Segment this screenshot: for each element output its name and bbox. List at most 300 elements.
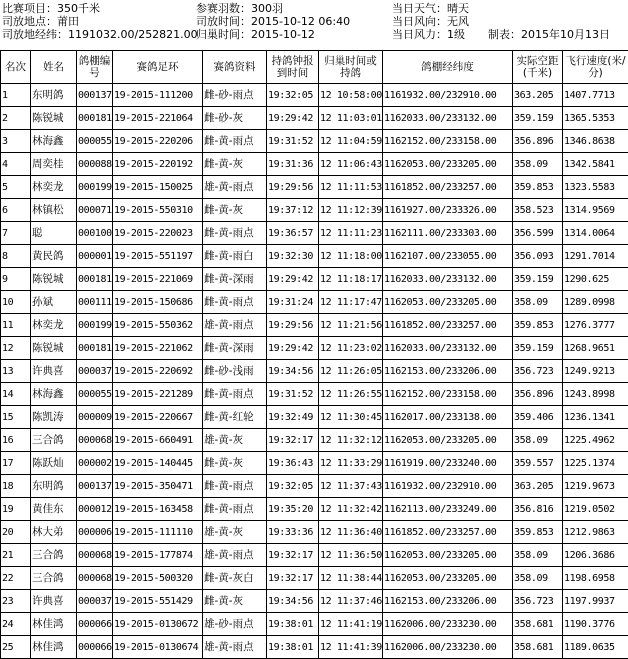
cell-return-time: 12 11:11:23 <box>319 222 383 245</box>
cell-loft-id: 000181 <box>77 337 113 360</box>
cell-name: 周奕桂 <box>31 153 77 176</box>
cell-rank: 21 <box>1 544 31 567</box>
cell-loft-coords: 1161932.00/232910.00 <box>383 84 513 107</box>
cell-distance: 356.723 <box>513 590 563 613</box>
table-row <box>1 429 628 452</box>
cell-distance: 359.406 <box>513 406 563 429</box>
cell-ring: 19-2015-550310 <box>113 199 203 222</box>
cell-rank: 9 <box>1 268 31 291</box>
cell-info: 雄-黄-灰 <box>203 429 267 452</box>
cell-loft-coords: 1162153.00/233206.00 <box>383 590 513 613</box>
cell-loft-coords: 1162111.00/233303.00 <box>383 222 513 245</box>
cell-distance: 358.09 <box>513 567 563 590</box>
cell-loft-coords: 1162053.00/233205.00 <box>383 153 513 176</box>
cell-info: 雌-砂-灰 <box>203 107 267 130</box>
cell-rank: 17 <box>1 452 31 475</box>
cell-name: 黄民鸽 <box>31 245 77 268</box>
cell-distance: 358.523 <box>513 199 563 222</box>
cell-speed: 1407.7713 <box>563 84 628 107</box>
cell-ring: 19-2015-220206 <box>113 130 203 153</box>
cell-ring: 19-2015-221062 <box>113 337 203 360</box>
cell-loft-coords: 1162153.00/233206.00 <box>383 360 513 383</box>
col-header-loft-id: 鸽棚编号 <box>77 51 113 84</box>
cell-loft-id: 000199 <box>77 176 113 199</box>
cell-return-time: 12 11:37:46 <box>319 590 383 613</box>
cell-clock-time: 19:32:05 <box>267 475 319 498</box>
cell-info: 雌-黄-雨点 <box>203 130 267 153</box>
col-header-return-time: 归巢时间或持鸽 <box>319 51 383 84</box>
cell-ring: 19-2015-221069 <box>113 268 203 291</box>
cell-distance: 356.723 <box>513 360 563 383</box>
cell-rank: 20 <box>1 521 31 544</box>
table-header-row <box>1 51 628 84</box>
cell-distance: 358.09 <box>513 153 563 176</box>
cell-distance: 358.681 <box>513 636 563 659</box>
cell-loft-id: 000012 <box>77 498 113 521</box>
cell-speed: 1189.0635 <box>563 636 628 659</box>
cell-return-time: 12 11:21:56 <box>319 314 383 337</box>
cell-return-time: 12 11:23:02 <box>319 337 383 360</box>
cell-info: 雌-黄-雨点 <box>203 383 267 406</box>
table-row <box>1 245 628 268</box>
cell-info: 雄-黄-雨点 <box>203 176 267 199</box>
cell-info: 雌-黄-灰白 <box>203 567 267 590</box>
cell-rank: 1 <box>1 84 31 107</box>
cell-loft-id: 000100 <box>77 222 113 245</box>
table-row <box>1 199 628 222</box>
cell-ring: 19-2015-220023 <box>113 222 203 245</box>
cell-return-time: 12 11:11:53 <box>319 176 383 199</box>
cell-clock-time: 19:38:01 <box>267 636 319 659</box>
cell-loft-id: 000181 <box>77 107 113 130</box>
cell-speed: 1236.1341 <box>563 406 628 429</box>
cell-speed: 1314.0064 <box>563 222 628 245</box>
cell-loft-id: 000037 <box>77 590 113 613</box>
cell-loft-id: 000066 <box>77 636 113 659</box>
cell-speed: 1197.9937 <box>563 590 628 613</box>
cell-loft-id: 000037 <box>77 360 113 383</box>
table-row <box>1 590 628 613</box>
made-date-label: 制表：2015年10月13日 <box>488 28 610 42</box>
cell-loft-coords: 1162006.00/233230.00 <box>383 636 513 659</box>
cell-loft-coords: 1162053.00/233205.00 <box>383 291 513 314</box>
cell-speed: 1190.3776 <box>563 613 628 636</box>
cell-clock-time: 19:29:56 <box>267 176 319 199</box>
col-header-rank: 名次 <box>1 51 31 84</box>
cell-loft-id: 000088 <box>77 153 113 176</box>
cell-clock-time: 19:35:20 <box>267 498 319 521</box>
cell-info: 雌-砂-雨点 <box>203 84 267 107</box>
cell-clock-time: 19:32:17 <box>267 544 319 567</box>
cell-name: 陈锐城 <box>31 107 77 130</box>
col-header-distance: 实际空距(千米) <box>513 51 563 84</box>
cell-ring: 19-2015-150686 <box>113 291 203 314</box>
cell-name: 陈锐城 <box>31 337 77 360</box>
cell-name: 许典喜 <box>31 590 77 613</box>
cell-ring: 19-2015-111110 <box>113 521 203 544</box>
cell-clock-time: 19:33:36 <box>267 521 319 544</box>
cell-loft-id: 000199 <box>77 314 113 337</box>
cell-info: 雌-黄-灰 <box>203 452 267 475</box>
cell-loft-coords: 1162033.00/233132.00 <box>383 107 513 130</box>
cell-return-time: 12 11:26:05 <box>319 360 383 383</box>
cell-return-time: 12 11:18:00 <box>319 245 383 268</box>
cell-name: 陈跃灿 <box>31 452 77 475</box>
cell-clock-time: 19:34:56 <box>267 590 319 613</box>
cell-speed: 1206.3686 <box>563 544 628 567</box>
cell-loft-coords: 1162017.00/233138.00 <box>383 406 513 429</box>
cell-distance: 356.599 <box>513 222 563 245</box>
cell-rank: 23 <box>1 590 31 613</box>
cell-ring: 19-2015-221289 <box>113 383 203 406</box>
cell-loft-id: 000055 <box>77 383 113 406</box>
cell-loft-id: 000066 <box>77 613 113 636</box>
table-row <box>1 222 628 245</box>
cell-distance: 359.159 <box>513 107 563 130</box>
cell-rank: 18 <box>1 475 31 498</box>
cell-info: 雄-黄-雨点 <box>203 544 267 567</box>
cell-speed: 1268.9651 <box>563 337 628 360</box>
cell-name: 林镇松 <box>31 199 77 222</box>
cell-speed: 1219.9673 <box>563 475 628 498</box>
cell-distance: 356.816 <box>513 498 563 521</box>
cell-speed: 1219.0502 <box>563 498 628 521</box>
cell-speed: 1243.8998 <box>563 383 628 406</box>
cell-ring: 19-2015-221064 <box>113 107 203 130</box>
cell-return-time: 12 11:37:43 <box>319 475 383 498</box>
cell-distance: 356.896 <box>513 383 563 406</box>
table-row <box>1 521 628 544</box>
cell-return-time: 12 11:03:01 <box>319 107 383 130</box>
table-row <box>1 383 628 406</box>
cell-name: 东明鸽 <box>31 84 77 107</box>
cell-loft-id: 000068 <box>77 544 113 567</box>
cell-info: 雌-黄-雨点 <box>203 222 267 245</box>
cell-info: 雌-黄-深雨 <box>203 268 267 291</box>
cell-speed: 1198.6958 <box>563 567 628 590</box>
cell-rank: 11 <box>1 314 31 337</box>
cell-name: 林大弟 <box>31 521 77 544</box>
cell-info: 雌-砂-浅雨 <box>203 360 267 383</box>
cell-ring: 19-2015-551197 <box>113 245 203 268</box>
cell-speed: 1289.0998 <box>563 291 628 314</box>
cell-loft-id: 000111 <box>77 291 113 314</box>
col-header-speed: 飞行速度(米/分) <box>563 51 628 84</box>
cell-return-time: 12 11:36:50 <box>319 544 383 567</box>
cell-distance: 359.159 <box>513 268 563 291</box>
table-body <box>1 84 628 659</box>
table-row <box>1 498 628 521</box>
header-row-3 <box>0 28 628 42</box>
report-header <box>0 0 628 44</box>
table-row <box>1 567 628 590</box>
cell-clock-time: 19:37:12 <box>267 199 319 222</box>
cell-name: 陈锐城 <box>31 268 77 291</box>
cell-ring: 19-2015-220667 <box>113 406 203 429</box>
cell-return-time: 12 11:41:19 <box>319 613 383 636</box>
cell-loft-id: 000006 <box>77 521 113 544</box>
cell-name: 孙斌 <box>31 291 77 314</box>
cell-loft-id: 000009 <box>77 406 113 429</box>
cell-return-time: 12 11:41:39 <box>319 636 383 659</box>
cell-clock-time: 19:32:49 <box>267 406 319 429</box>
cell-return-time: 12 11:06:43 <box>319 153 383 176</box>
col-header-info: 赛鸽资料 <box>203 51 267 84</box>
cell-return-time: 12 11:32:42 <box>319 498 383 521</box>
cell-loft-id: 000137 <box>77 475 113 498</box>
cell-info: 雌-黄-红轮 <box>203 406 267 429</box>
cell-loft-id: 000068 <box>77 567 113 590</box>
cell-return-time: 12 11:18:17 <box>319 268 383 291</box>
wind-direction-label: 当日风向：无风 <box>392 15 469 29</box>
cell-speed: 1342.5841 <box>563 153 628 176</box>
cell-clock-time: 19:32:17 <box>267 429 319 452</box>
cell-return-time: 12 11:30:45 <box>319 406 383 429</box>
cell-speed: 1290.625 <box>563 268 628 291</box>
cell-clock-time: 19:31:36 <box>267 153 319 176</box>
cell-clock-time: 19:32:05 <box>267 84 319 107</box>
cell-loft-coords: 1161932.00/232910.00 <box>383 475 513 498</box>
cell-return-time: 12 11:12:39 <box>319 199 383 222</box>
entry-count-label: 参赛羽数：300羽 <box>196 2 283 16</box>
cell-ring: 19-2015-177874 <box>113 544 203 567</box>
cell-loft-coords: 1162033.00/233132.00 <box>383 337 513 360</box>
cell-loft-id: 000181 <box>77 268 113 291</box>
cell-name: 林海鑫 <box>31 130 77 153</box>
cell-name: 林海鑫 <box>31 383 77 406</box>
cell-return-time: 12 11:17:47 <box>319 291 383 314</box>
cell-loft-coords: 1162053.00/233205.00 <box>383 429 513 452</box>
cell-clock-time: 19:32:30 <box>267 245 319 268</box>
table-row <box>1 360 628 383</box>
cell-rank: 25 <box>1 636 31 659</box>
cell-ring: 19-2015-350471 <box>113 475 203 498</box>
col-header-name: 姓名 <box>31 51 77 84</box>
cell-distance: 363.205 <box>513 84 563 107</box>
cell-return-time: 12 10:58:00 <box>319 84 383 107</box>
cell-clock-time: 19:29:42 <box>267 107 319 130</box>
cell-ring: 19-2015-220692 <box>113 360 203 383</box>
cell-clock-time: 19:36:43 <box>267 452 319 475</box>
release-time-label: 司放时间：2015-10-12 06:40 <box>196 15 350 29</box>
cell-rank: 6 <box>1 199 31 222</box>
cell-ring: 19-2015-111200 <box>113 84 203 107</box>
cell-return-time: 12 11:36:40 <box>319 521 383 544</box>
header-row-2 <box>0 15 628 29</box>
cell-rank: 15 <box>1 406 31 429</box>
cell-speed: 1314.9569 <box>563 199 628 222</box>
cell-rank: 24 <box>1 613 31 636</box>
table-row <box>1 130 628 153</box>
cell-loft-coords: 1162006.00/233230.00 <box>383 613 513 636</box>
cell-return-time: 12 11:38:44 <box>319 567 383 590</box>
cell-rank: 22 <box>1 567 31 590</box>
cell-name: 东明鸽 <box>31 475 77 498</box>
col-header-ring: 赛鸽足环 <box>113 51 203 84</box>
cell-distance: 363.205 <box>513 475 563 498</box>
cell-loft-coords: 1162053.00/233205.00 <box>383 544 513 567</box>
wind-power-label: 当日风力：1级 <box>392 28 465 42</box>
cell-info: 雄-黄-灰 <box>203 521 267 544</box>
cell-return-time: 12 11:04:59 <box>319 130 383 153</box>
cell-distance: 358.09 <box>513 291 563 314</box>
table-row <box>1 107 628 130</box>
cell-clock-time: 19:34:56 <box>267 360 319 383</box>
results-table <box>0 50 628 659</box>
cell-clock-time: 19:36:57 <box>267 222 319 245</box>
cell-loft-coords: 1162107.00/233055.00 <box>383 245 513 268</box>
cell-rank: 7 <box>1 222 31 245</box>
cell-speed: 1291.7014 <box>563 245 628 268</box>
cell-name: 聪 <box>31 222 77 245</box>
cell-ring: 19-2015-0130672 <box>113 613 203 636</box>
cell-clock-time: 19:29:56 <box>267 314 319 337</box>
cell-loft-coords: 1161919.00/233240.00 <box>383 452 513 475</box>
cell-rank: 5 <box>1 176 31 199</box>
cell-rank: 13 <box>1 360 31 383</box>
cell-return-time: 12 11:33:29 <box>319 452 383 475</box>
header-row-1 <box>0 2 628 16</box>
cell-name: 三合鸽 <box>31 429 77 452</box>
cell-ring: 19-2015-500320 <box>113 567 203 590</box>
cell-ring: 19-2015-140445 <box>113 452 203 475</box>
cell-speed: 1323.5583 <box>563 176 628 199</box>
cell-loft-coords: 1161852.00/233257.00 <box>383 314 513 337</box>
cell-loft-id: 000055 <box>77 130 113 153</box>
cell-info: 雌-黄-灰 <box>203 199 267 222</box>
cell-speed: 1276.3777 <box>563 314 628 337</box>
cell-speed: 1249.9213 <box>563 360 628 383</box>
cell-ring: 19-2015-0130674 <box>113 636 203 659</box>
cell-loft-id: 000137 <box>77 84 113 107</box>
cell-loft-coords: 1162113.00/233249.00 <box>383 498 513 521</box>
table-row <box>1 314 628 337</box>
cell-loft-coords: 1162053.00/233205.00 <box>383 567 513 590</box>
table-row <box>1 475 628 498</box>
cell-rank: 8 <box>1 245 31 268</box>
cell-loft-coords: 1162033.00/233132.00 <box>383 268 513 291</box>
cell-info: 雄-黄-雨点 <box>203 314 267 337</box>
cell-rank: 14 <box>1 383 31 406</box>
cell-name: 三合鸽 <box>31 567 77 590</box>
cell-distance: 359.853 <box>513 176 563 199</box>
cell-loft-coords: 1161927.00/233326.00 <box>383 199 513 222</box>
cell-rank: 19 <box>1 498 31 521</box>
cell-ring: 19-2015-660491 <box>113 429 203 452</box>
cell-rank: 16 <box>1 429 31 452</box>
cell-clock-time: 19:31:24 <box>267 291 319 314</box>
cell-distance: 356.896 <box>513 130 563 153</box>
cell-return-time: 12 11:26:55 <box>319 383 383 406</box>
cell-distance: 359.557 <box>513 452 563 475</box>
cell-loft-id: 000002 <box>77 452 113 475</box>
col-header-loft-coords: 鸽棚经纬度 <box>383 51 513 84</box>
weather-label: 当日天气：晴天 <box>392 2 469 16</box>
table-row <box>1 337 628 360</box>
cell-rank: 12 <box>1 337 31 360</box>
cell-ring: 19-2015-550362 <box>113 314 203 337</box>
cell-distance: 356.093 <box>513 245 563 268</box>
project-label: 比赛项目：350千米 <box>2 2 100 16</box>
cell-speed: 1365.5353 <box>563 107 628 130</box>
cell-ring: 19-2015-220192 <box>113 153 203 176</box>
cell-info: 雌-黄-雨白 <box>203 245 267 268</box>
cell-distance: 359.853 <box>513 521 563 544</box>
cell-distance: 358.09 <box>513 544 563 567</box>
cell-rank: 2 <box>1 107 31 130</box>
cell-name: 三合鸽 <box>31 544 77 567</box>
cell-name: 林奕龙 <box>31 314 77 337</box>
cell-info: 雌-黄-雨点 <box>203 475 267 498</box>
cell-clock-time: 19:29:42 <box>267 268 319 291</box>
cell-info: 雄-黄-雨点 <box>203 636 267 659</box>
cell-distance: 358.09 <box>513 429 563 452</box>
cell-return-time: 12 11:32:12 <box>319 429 383 452</box>
release-coords-label: 司放地经纬：1191032.00/252821.00 <box>2 28 198 42</box>
cell-distance: 359.853 <box>513 314 563 337</box>
cell-name: 黄佳东 <box>31 498 77 521</box>
cell-loft-id: 000068 <box>77 429 113 452</box>
table-row <box>1 452 628 475</box>
table-row <box>1 636 628 659</box>
cell-loft-coords: 1161852.00/233257.00 <box>383 521 513 544</box>
cell-loft-coords: 1162152.00/233158.00 <box>383 130 513 153</box>
cell-speed: 1212.9863 <box>563 521 628 544</box>
cell-speed: 1225.4962 <box>563 429 628 452</box>
cell-distance: 358.681 <box>513 613 563 636</box>
table-row <box>1 406 628 429</box>
cell-rank: 10 <box>1 291 31 314</box>
release-place-label: 司放地点：莆田 <box>2 15 79 29</box>
cell-name: 林奕龙 <box>31 176 77 199</box>
cell-loft-coords: 1161852.00/233257.00 <box>383 176 513 199</box>
table-row <box>1 268 628 291</box>
table-row <box>1 84 628 107</box>
cell-ring: 19-2015-551429 <box>113 590 203 613</box>
cell-clock-time: 19:31:52 <box>267 130 319 153</box>
cell-info: 雌-黄-雨点 <box>203 291 267 314</box>
return-time-label: 归巢时间：2015-10-12 <box>196 28 315 42</box>
cell-rank: 4 <box>1 153 31 176</box>
cell-speed: 1346.8638 <box>563 130 628 153</box>
table-row <box>1 613 628 636</box>
cell-ring: 19-2015-163458 <box>113 498 203 521</box>
cell-clock-time: 19:31:52 <box>267 383 319 406</box>
cell-info: 雌-黄-灰 <box>203 590 267 613</box>
cell-name: 林佳鸿 <box>31 636 77 659</box>
cell-loft-coords: 1162152.00/233158.00 <box>383 383 513 406</box>
cell-info: 雌-黄-深雨 <box>203 337 267 360</box>
cell-clock-time: 19:29:42 <box>267 337 319 360</box>
cell-name: 陈凯涛 <box>31 406 77 429</box>
table-row <box>1 176 628 199</box>
cell-loft-id: 000071 <box>77 199 113 222</box>
cell-clock-time: 19:32:17 <box>267 567 319 590</box>
col-header-clock-time: 持鸽钟报到时间 <box>267 51 319 84</box>
cell-name: 许典喜 <box>31 360 77 383</box>
cell-info: 雌-黄-灰 <box>203 153 267 176</box>
table-row <box>1 544 628 567</box>
table-row <box>1 291 628 314</box>
cell-clock-time: 19:38:01 <box>267 613 319 636</box>
table-row <box>1 153 628 176</box>
cell-name: 林佳鸿 <box>31 613 77 636</box>
cell-info: 雄-砂-雨点 <box>203 613 267 636</box>
cell-ring: 19-2015-150025 <box>113 176 203 199</box>
cell-speed: 1225.1374 <box>563 452 628 475</box>
cell-rank: 3 <box>1 130 31 153</box>
cell-loft-id: 000001 <box>77 245 113 268</box>
